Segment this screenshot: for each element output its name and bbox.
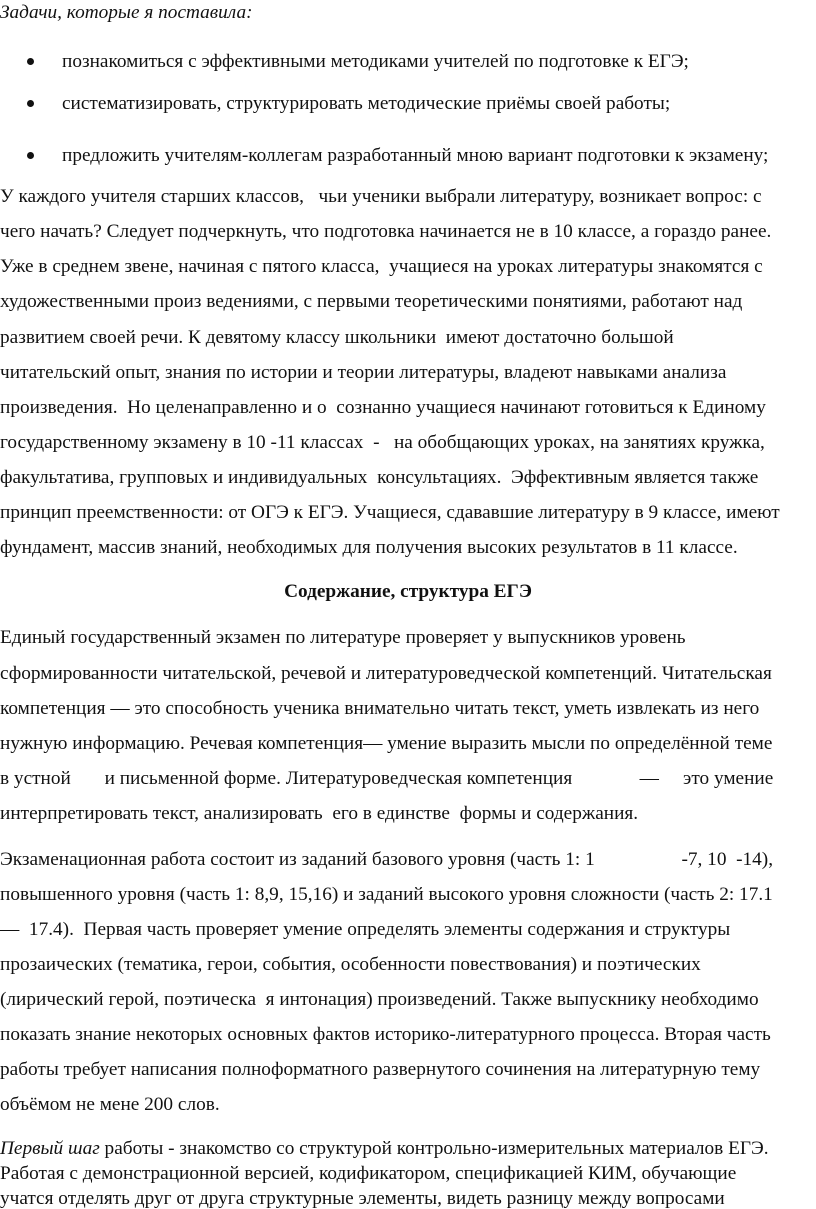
paragraph-line: Работая с демонстрационной версией, кодификатором, спецификацией КИМ, обучающие xyxy=(0,1163,737,1184)
list-item-text: предложить учителям-коллегам разработанный мною вариант подготовки к экзамену; xyxy=(62,145,769,166)
paragraph-line: У каждого учителя старших классов, чьи ученики выбрали литературу, возникает вопрос: с xyxy=(0,186,762,207)
paragraph-line: объёмом не мене 200 слов. xyxy=(0,1094,220,1115)
paragraph-line: государственному экзамену в 10 -11 классах - на обобщающих уроках, на занятиях кружка, xyxy=(0,432,765,453)
first-step-label: Первый шаг xyxy=(0,1138,100,1159)
paragraph-line: показать знание некоторых основных фактов историко-литературного процесса. Вторая часть xyxy=(0,1024,771,1045)
paragraph-line: Уже в среднем звене, начиная с пятого класса, учащиеся на уроках литературы знакомятся с xyxy=(0,256,763,277)
list-item-text: познакомиться с эффективными методиками учителей по подготовке к ЕГЭ; xyxy=(62,51,689,72)
paragraph-line: работы требует написания полноформатного развернутого сочинения на литературную тему xyxy=(0,1059,761,1080)
paragraph-line: Экзаменационная работа состоит из заданий базового уровня (часть 1: 1 -7, 10 -14), xyxy=(0,849,774,870)
paragraph-line: в устной и письменной форме. Литературоведческая компетенция — это умение xyxy=(0,768,774,789)
list-item-text: систематизировать, структурировать методические приёмы своей работы; xyxy=(62,93,671,114)
bullet-icon xyxy=(27,152,34,159)
paragraph-line: интерпретировать текст, анализировать его в единстве формы и содержания. xyxy=(0,803,639,824)
paragraph-line: развитием своей речи. К девятому классу школьники имеют достаточно большой xyxy=(0,327,674,348)
paragraph-line: повышенного уровня (часть 1: 8,9, 15,16) и заданий высокого уровня сложности (часть 2: 17.1 xyxy=(0,884,773,905)
paragraph-line: нужную информацию. Речевая компетенция— умение выразить мысли по определённой теме xyxy=(0,733,773,754)
paragraph-line: компетенция — это способность ученика внимательно читать текст, уметь извлекать из него xyxy=(0,698,760,719)
paragraph-line: сформированности читательской, речевой и литературоведческой компетенций. Читательская xyxy=(0,663,772,684)
paragraph-line: читательский опыт, знания по истории и теории литературы, владеют навыками анализа xyxy=(0,362,727,383)
bullet-icon xyxy=(27,58,34,65)
paragraph-line: принцип преемственности: от ОГЭ к ЕГЭ. Учащиеся, сдававшие литературу в 9 классе, имеют xyxy=(0,502,780,523)
paragraph-line: прозаических (тематика, герои, события, особенности повествования) и поэтических xyxy=(0,954,701,975)
goals-heading: Задачи, которые я поставила: xyxy=(0,2,253,23)
paragraph-line: произведения. Но целенаправленно и о сознанно учащиеся начинают готовиться к Единому xyxy=(0,397,766,418)
paragraph-line: (лирический герой, поэтическа я интонация) произведений. Также выпускнику необходимо xyxy=(0,989,759,1010)
paragraph-line: фундамент, массив знаний, необходимых для получения высоких результатов в 11 классе. xyxy=(0,537,738,558)
paragraph-line: Единый государственный экзамен по литературе проверяет у выпускников уровень xyxy=(0,627,686,648)
section-title: Содержание, структура ЕГЭ xyxy=(284,581,532,602)
first-step-text: работы - знакомство со структурой контрольно-измерительных материалов ЕГЭ. xyxy=(99,1138,769,1159)
paragraph-line xyxy=(0,1139,769,1158)
paragraph-line: чего начать? Следует подчеркнуть, что подготовка начинается не в 10 классе, а гораздо ранее. xyxy=(0,221,772,242)
paragraph-line: — 17.4). Первая часть проверяет умение определять элементы содержания и структуры xyxy=(0,919,731,940)
paragraph-line: учатся отделять друг от друга структурные элементы, видеть разницу между вопросами xyxy=(0,1188,725,1209)
paragraph-line: факультатива, групповых и индивидуальных консультациях. Эффективным является также xyxy=(0,467,759,488)
paragraph-line: художественными произ ведениями, с первыми теоретическими понятиями, работают над xyxy=(0,291,743,312)
bullet-icon xyxy=(27,100,34,107)
